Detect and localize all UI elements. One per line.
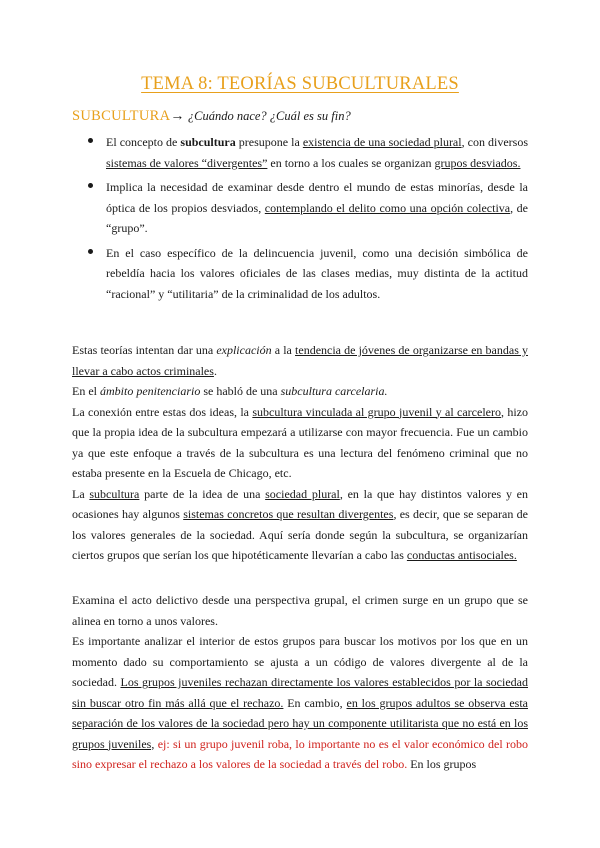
underlined-phrase: grupos desviados. [434,155,521,170]
bullet-text [106,132,528,173]
paragraph [72,381,528,402]
text-run: El concepto de [106,135,181,149]
underlined-phrase: sistemas de valores “divergentes” [106,155,268,170]
bullet-dot-icon [88,138,93,143]
underlined-phrase: sociedad plural [265,486,340,501]
subheading-question: ¿Cuándo nace? ¿Cuál es su fin? [187,109,351,123]
example-text: ej: si un grupo juvenil roba, lo importante no es el valor económico del robo sino expresar el rechazo a los valores de la sociedad a través del robo. [72,736,529,771]
text-run: Es importante analizar el interior de estos grupos para buscar los motivos por los que en un momento dado su comportamiento se ajusta a un código de valores divergente al de la sociedad. [72,634,528,689]
text-run: En el [72,384,100,398]
text-run: En los grupos [407,757,477,771]
arrow-icon: → [170,109,185,124]
underlined-phrase: subcultura vinculada al grupo juvenil y al carcelero [252,404,501,419]
bullet-dot-icon [88,183,93,188]
text-run: , de “grupo”. [106,200,528,235]
paragraph [72,484,528,566]
page-title: TEMA 8: TEORÍAS SUBCULTURALES [141,74,459,94]
bullet-item [72,177,528,239]
bullet-dot-icon [88,249,93,254]
bullet-text [106,243,528,305]
text-run: La conexión entre estas dos ideas, la [72,404,253,419]
paragraph [72,340,528,381]
text-run: se habló de una [200,384,281,398]
italic-term: explicación [216,343,272,357]
underlined-phrase: Los grupos juveniles rechazan directamente los valores establecidos por la sociedad sin buscar otro fin más allá que el rechazo. [72,675,528,710]
text-run: parte de la idea de una [139,486,266,501]
bullet-item [72,243,528,305]
italic-term: subcultura carcelaria. [280,384,388,398]
text-run: Estas teorías intentan dar una [72,343,217,357]
text-run: . [213,363,217,378]
subheading-word: SUBCULTURA [72,108,171,124]
underlined-phrase: sistemas concretos que resultan divergentes [183,507,394,521]
underlined-phrase: en los grupos adultos se observa esta separación de los valores de la sociedad pero hay un componente utilitarista que no está en los grupos juveniles, [72,695,528,751]
underlined-phrase: existencia de una sociedad plural [302,135,462,149]
text-run: a la [271,343,296,357]
text-run: La [72,486,90,501]
text-run: Examina el acto delictivo desde una perspectiva grupal, el crimen surge en un grupo que se alinea en torno a unos valores. [72,593,528,628]
underlined-phrase: tendencia de jóvenes de organizarse en bandas y llevar a cabo actos criminales [72,343,529,378]
text-run: Implica la necesidad de examinar desde dentro el mundo de estas minorías, desde la óptica de los propios desviados, [106,180,528,215]
paragraph [72,402,528,484]
text-run: , con diversos [461,135,528,149]
text-run: , en la que hay distintos valores y en ocasiones hay algunos [72,486,529,521]
paragraph [72,590,528,631]
underlined-phrase: contemplando el delito como una opción colectiva [264,200,511,215]
section-subheading [72,108,351,125]
text-run: , es decir, que se separan de los valores generales de la sociedad. Aquí sería donde según la subcultura, se organizarían ciertos grupos que serían los que hipotéticamente llevarían a cabo las [72,507,528,562]
underlined-phrase: conductas antisociales. [406,548,517,562]
text-run: , hizo que la propia idea de la subcultura empezará a utilizarse con mayor frecuencia. Fue un cambio ya que este enfoque a través de la subcultura es una lectura del fenómeno criminal que no estaba presente en la Escuela de Chicago, etc. [72,404,528,480]
body-paragraphs-2 [72,590,528,775]
text-run: presupone la [235,135,303,149]
body-paragraphs [72,340,528,566]
italic-term: ámbito penitenciario [100,384,201,398]
text-run: En el caso específico de la delincuencia juvenil, como una decisión simbólica de rebeldía hacia los valores oficiales de las clases medias, muy distinta de la actitud “racional” y “utilitaria” de la criminalidad de los adultos. [106,245,528,301]
text-run: en torno a los cuales se organizan [267,155,435,170]
bullet-text [106,177,528,239]
text-run: En cambio, [283,695,347,710]
bold-term: subcultura [180,135,236,149]
bullet-item [72,132,528,173]
bullet-list [72,132,528,308]
underlined-phrase: subcultura [89,486,140,501]
paragraph [72,631,528,775]
